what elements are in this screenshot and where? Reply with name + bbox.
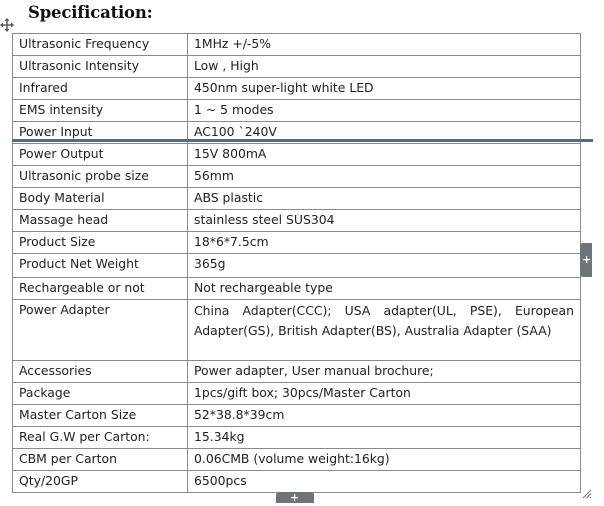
move-icon[interactable] bbox=[0, 18, 14, 32]
row-label: Rechargeable or not bbox=[13, 278, 188, 300]
row-value: Power adapter, User manual brochure; bbox=[188, 361, 581, 383]
row-value: 1MHz +/-5% bbox=[188, 34, 581, 56]
row-label: Product Net Weight bbox=[13, 254, 188, 278]
row-label: Infrared bbox=[13, 78, 188, 100]
row-label: Massage head bbox=[13, 210, 188, 232]
table-row bbox=[13, 166, 581, 188]
row-value: 15.34kg bbox=[188, 427, 581, 449]
row-label: Ultrasonic Intensity bbox=[13, 56, 188, 78]
row-value: 0.06CMB (volume weight:16kg) bbox=[188, 449, 581, 471]
row-label: EMS intensity bbox=[13, 100, 188, 122]
row-label: Body Material bbox=[13, 188, 188, 210]
row-label: Ultrasonic Frequency bbox=[13, 34, 188, 56]
row-selection-line bbox=[12, 139, 593, 142]
row-value: 450nm super-light white LED bbox=[188, 78, 581, 100]
row-label: Qty/20GP bbox=[13, 471, 188, 493]
page-title: Specification: bbox=[28, 3, 153, 22]
row-value: Not rechargeable type bbox=[188, 278, 581, 300]
row-value: 52*38.8*39cm bbox=[188, 405, 581, 427]
table-row bbox=[13, 100, 581, 122]
table-row bbox=[13, 232, 581, 254]
plus-icon: + bbox=[290, 491, 300, 504]
row-value: Low , High bbox=[188, 56, 581, 78]
table-row bbox=[13, 300, 581, 361]
row-label: Accessories bbox=[13, 361, 188, 383]
row-label: Power Adapter bbox=[13, 300, 188, 361]
spec-table bbox=[12, 33, 581, 493]
resize-icon[interactable] bbox=[582, 489, 592, 499]
row-label: Product Size bbox=[13, 232, 188, 254]
table-row bbox=[13, 144, 581, 166]
row-label: Ultrasonic probe size bbox=[13, 166, 188, 188]
table-row bbox=[13, 471, 581, 493]
table-row bbox=[13, 278, 581, 300]
row-value: 6500pcs bbox=[188, 471, 581, 493]
insert-column-handle[interactable] bbox=[580, 243, 592, 277]
row-label: Power Output bbox=[13, 144, 188, 166]
table-row bbox=[13, 361, 581, 383]
row-label: Package bbox=[13, 383, 188, 405]
plus-icon: + bbox=[582, 253, 592, 266]
row-value: 18*6*7.5cm bbox=[188, 232, 581, 254]
table-row bbox=[13, 254, 581, 278]
row-label: CBM per Carton bbox=[13, 449, 188, 471]
row-value: China Adapter(CCC); USA adapter(UL, PSE), European Adapter(GS), British Adapter(BS), Australia Adapter (SAA) bbox=[188, 300, 581, 361]
table-row bbox=[13, 188, 581, 210]
table-row bbox=[13, 210, 581, 232]
row-value: 1 ~ 5 modes bbox=[188, 100, 581, 122]
row-value: AC100 `240V bbox=[188, 122, 581, 144]
row-value: 1pcs/gift box; 30pcs/Master Carton bbox=[188, 383, 581, 405]
insert-row-handle[interactable] bbox=[276, 492, 314, 503]
table-row bbox=[13, 405, 581, 427]
table-row bbox=[13, 34, 581, 56]
row-value: stainless steel SUS304 bbox=[188, 210, 581, 232]
table-row bbox=[13, 427, 581, 449]
row-value: 56mm bbox=[188, 166, 581, 188]
row-label: Real G.W per Carton: bbox=[13, 427, 188, 449]
row-value: ABS plastic bbox=[188, 188, 581, 210]
table-row bbox=[13, 383, 581, 405]
row-label: Master Carton Size bbox=[13, 405, 188, 427]
row-label: Power Input bbox=[13, 122, 188, 144]
table-row bbox=[13, 56, 581, 78]
table-row bbox=[13, 78, 581, 100]
row-value: 15V 800mA bbox=[188, 144, 581, 166]
table-row bbox=[13, 449, 581, 471]
row-value: 365g bbox=[188, 254, 581, 278]
